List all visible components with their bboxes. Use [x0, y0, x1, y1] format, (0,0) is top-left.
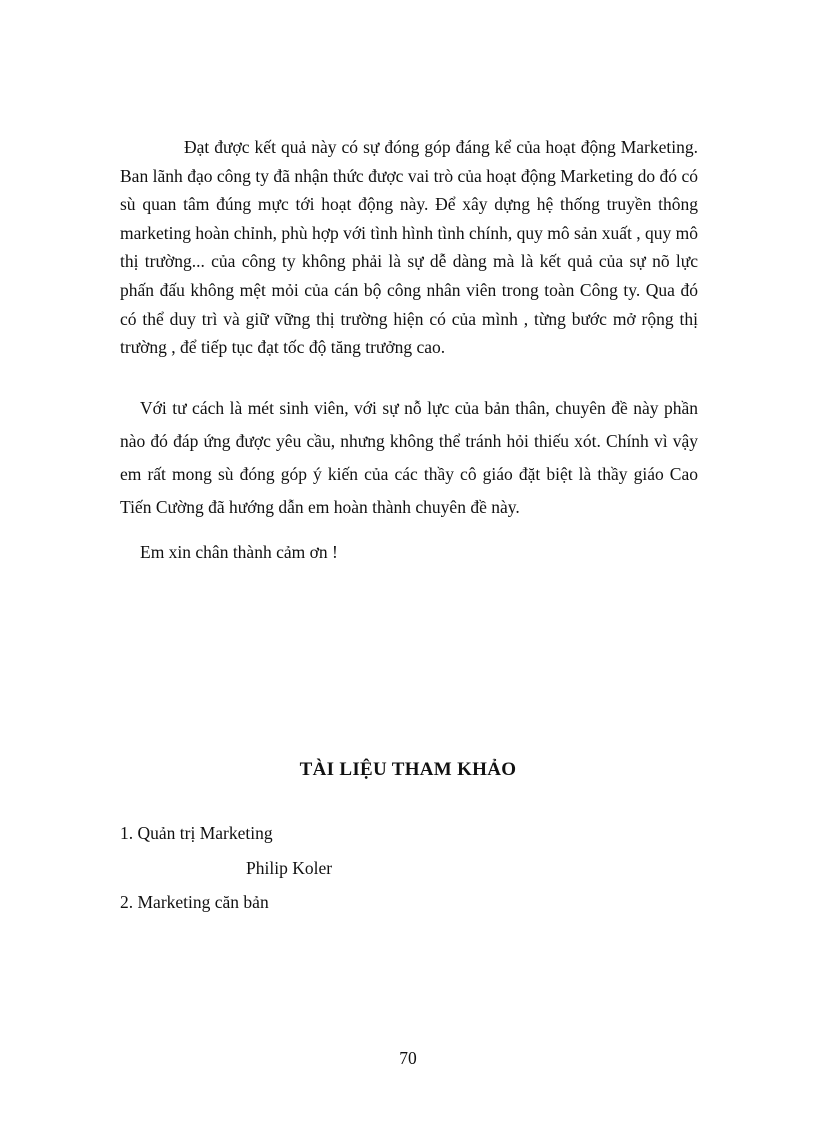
page-number: 70 — [399, 1048, 417, 1068]
reference-item-1-author: Philip Koler — [246, 858, 333, 878]
references-heading: TÀI LIỆU THAM KHẢO — [299, 759, 517, 780]
body-paragraph-achievement: Đạt được kết quả này có sự đóng góp đáng kể của hoạt động Marketing. Ban lãnh đạo công ty đã nhận thức được vai trò của hoạt động Marketing do đó có sù quan tâm đúng mực tới hoạt động này. Để xây dựng hệ thống truyền thông marketing hoàn chỉnh, phù hợp với tình hình tình chính, quy mô sản xuất , quy mô thị trường... của công ty không phải là sự dễ dàng mà là kết quả của sự nõ lực phấn đấu không mệt mỏi của cán bộ công nhân viên trong toàn Công ty. Qua đó có thể duy trì và giữ vững thị trường hiện có của mình , từng bước mở rộng thị trường , để tiếp tục đạt tốc độ tăng trưởng cao. — [120, 137, 698, 358]
body-paragraph-thanks: Em xin chân thành cảm ơn ! — [140, 542, 338, 562]
body-paragraph-student-note: Với tư cách là mét sinh viên, với sự nỗ lực của bản thân, chuyên đề này phần nào đó đáp ứng được yêu cầu, nhưng không thể tránh hỏi thiếu xót. Chính vì vậy em rất mong sù đóng góp ý kiến của các thầy cô giáo đặt biệt là thầy giáo Cao Tiến Cường đã hướng dẫn em hoàn thành chuyên đề này. — [120, 398, 698, 517]
reference-item-2-title: 2. Marketing căn bản — [120, 892, 269, 912]
reference-item-1-title: 1. Quản trị Marketing — [120, 823, 273, 843]
